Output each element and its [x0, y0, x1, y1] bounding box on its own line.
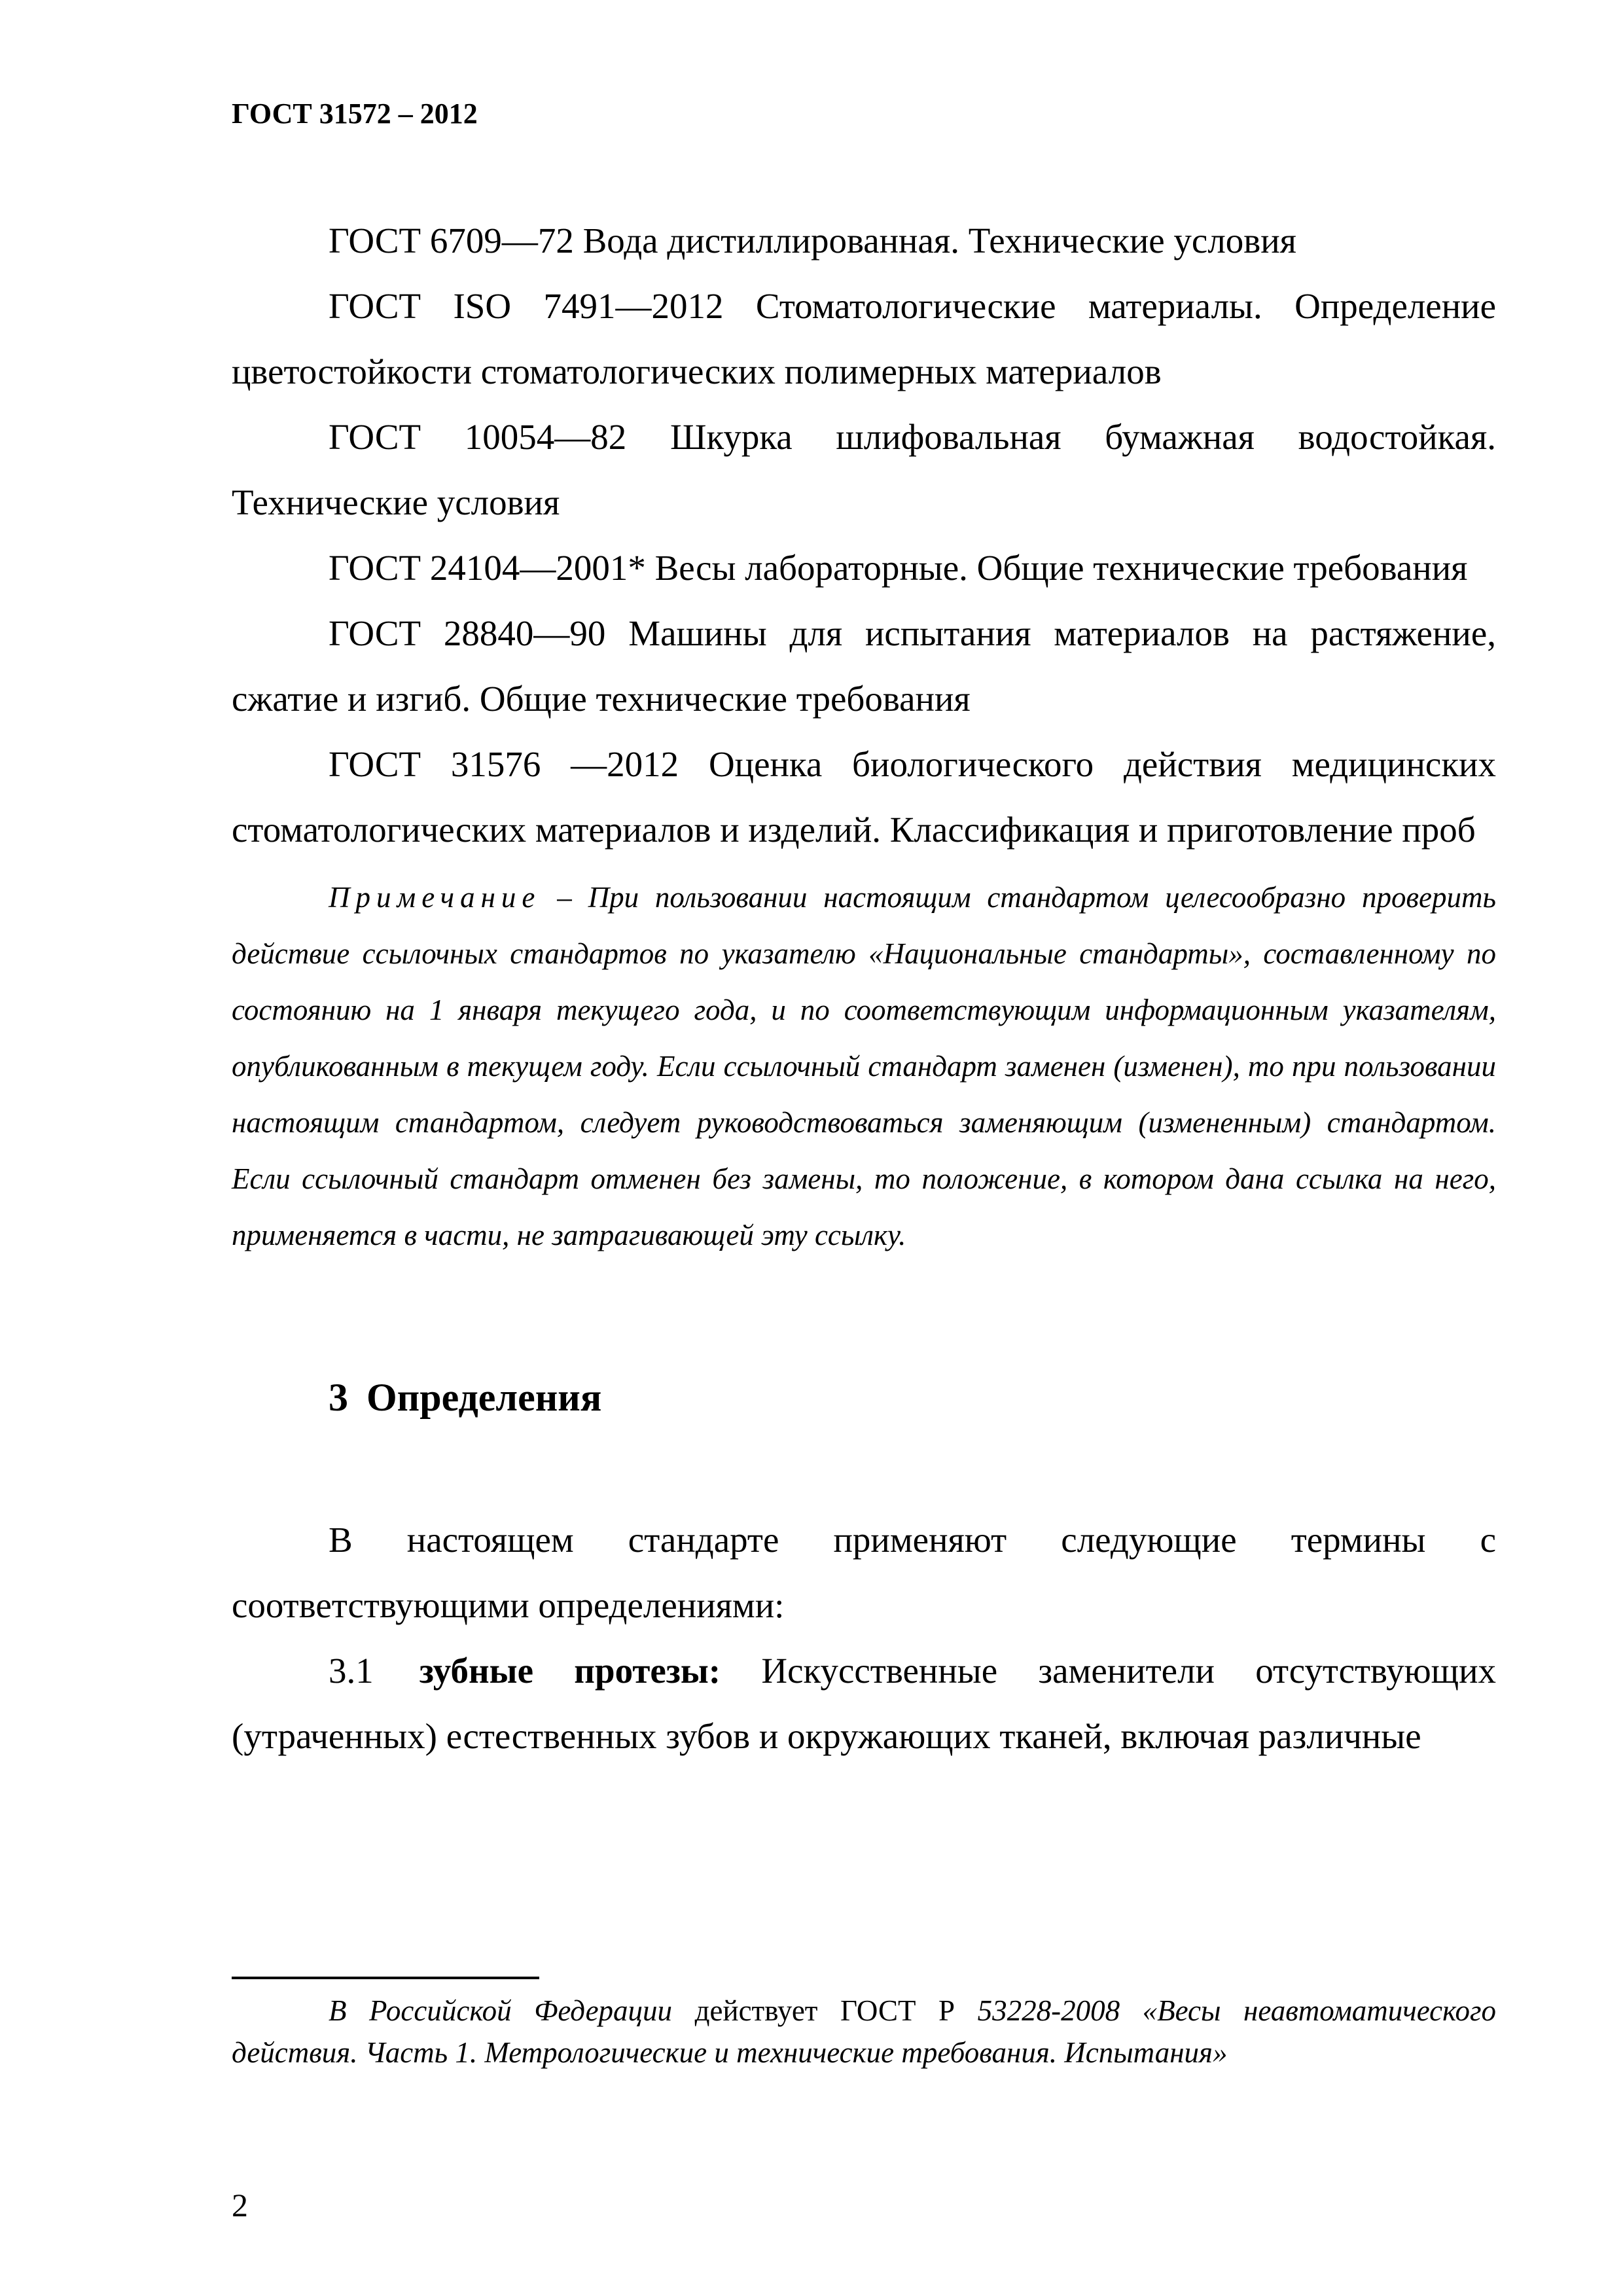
note-label: Примечание	[329, 881, 541, 914]
section-number: 3	[329, 1376, 348, 1419]
section-intro: В настоящем стандарте применяют следующие термины с соответствующими определениями:	[232, 1520, 1496, 1625]
footnote-divider	[232, 1977, 539, 1979]
reference-gost-10054: ГОСТ 10054—82 Шкурка шлифовальная бумажная водостойкая. Технические условия	[232, 417, 1496, 522]
section-title: Определения	[366, 1376, 602, 1419]
footnote	[232, 1990, 1496, 2073]
note-text: – При пользовании настоящим стандартом целесообразно проверить действие ссылочных стандартов по указателю «Национальные стандарты», составленному по состоянию на 1 января текущего года, и по соответствующим информационным указателям, опубликованным в текущем году. Если ссылочный стандарт заменен (изменен), то при пользовании настоящим стандартом, следует руководствоваться заменяющим (измененным) стандартом. Если ссылочный стандарт отменен без замены, то положение, в котором дана ссылка на него, применяется в части, не затрагивающей эту ссылку.	[232, 881, 1497, 1251]
term-number: 3.1	[329, 1651, 374, 1691]
document-header: ГОСТ 31572 – 2012	[232, 98, 478, 130]
footnote-part3: 53228-2008 «Весы неавтоматического действия. Часть 1. Метрологические и технические требования. Испытания»	[232, 1994, 1496, 2069]
main-content	[232, 208, 1496, 1769]
footnote-part2: действует ГОСТ Р	[672, 1994, 978, 2027]
reference-gost-6709: ГОСТ 6709—72 Вода дистиллированная. Технические условия	[329, 221, 1296, 260]
reference-gost-31576: ГОСТ 31576 —2012 Оценка биологического действия медицинских стоматологических материалов и изделий. Классификация и приготовление проб	[232, 744, 1496, 850]
footnote-part1: В Российской Федерации	[329, 1994, 673, 2027]
note-paragraph	[232, 869, 1496, 1263]
term-definition	[232, 1638, 1496, 1769]
reference-gost-28840: ГОСТ 28840—90 Машины для испытания материалов на растяжение, сжатие и изгиб. Общие технические требования	[232, 613, 1496, 719]
reference-gost-iso-7491: ГОСТ ISO 7491—2012 Стоматологические материалы. Определение цветостойкости стоматологических полимерных материалов	[232, 286, 1496, 391]
section-heading	[329, 1371, 1496, 1424]
term-text: Искусственные заменители отсутствующих (утраченных) естественных зубов и окружающих тканей, включая различные	[232, 1651, 1497, 1756]
reference-gost-24104: ГОСТ 24104—2001* Весы лабораторные. Общие технические требования	[329, 548, 1468, 588]
term-name: зубные протезы:	[419, 1651, 721, 1691]
page-number: 2	[232, 2187, 248, 2223]
